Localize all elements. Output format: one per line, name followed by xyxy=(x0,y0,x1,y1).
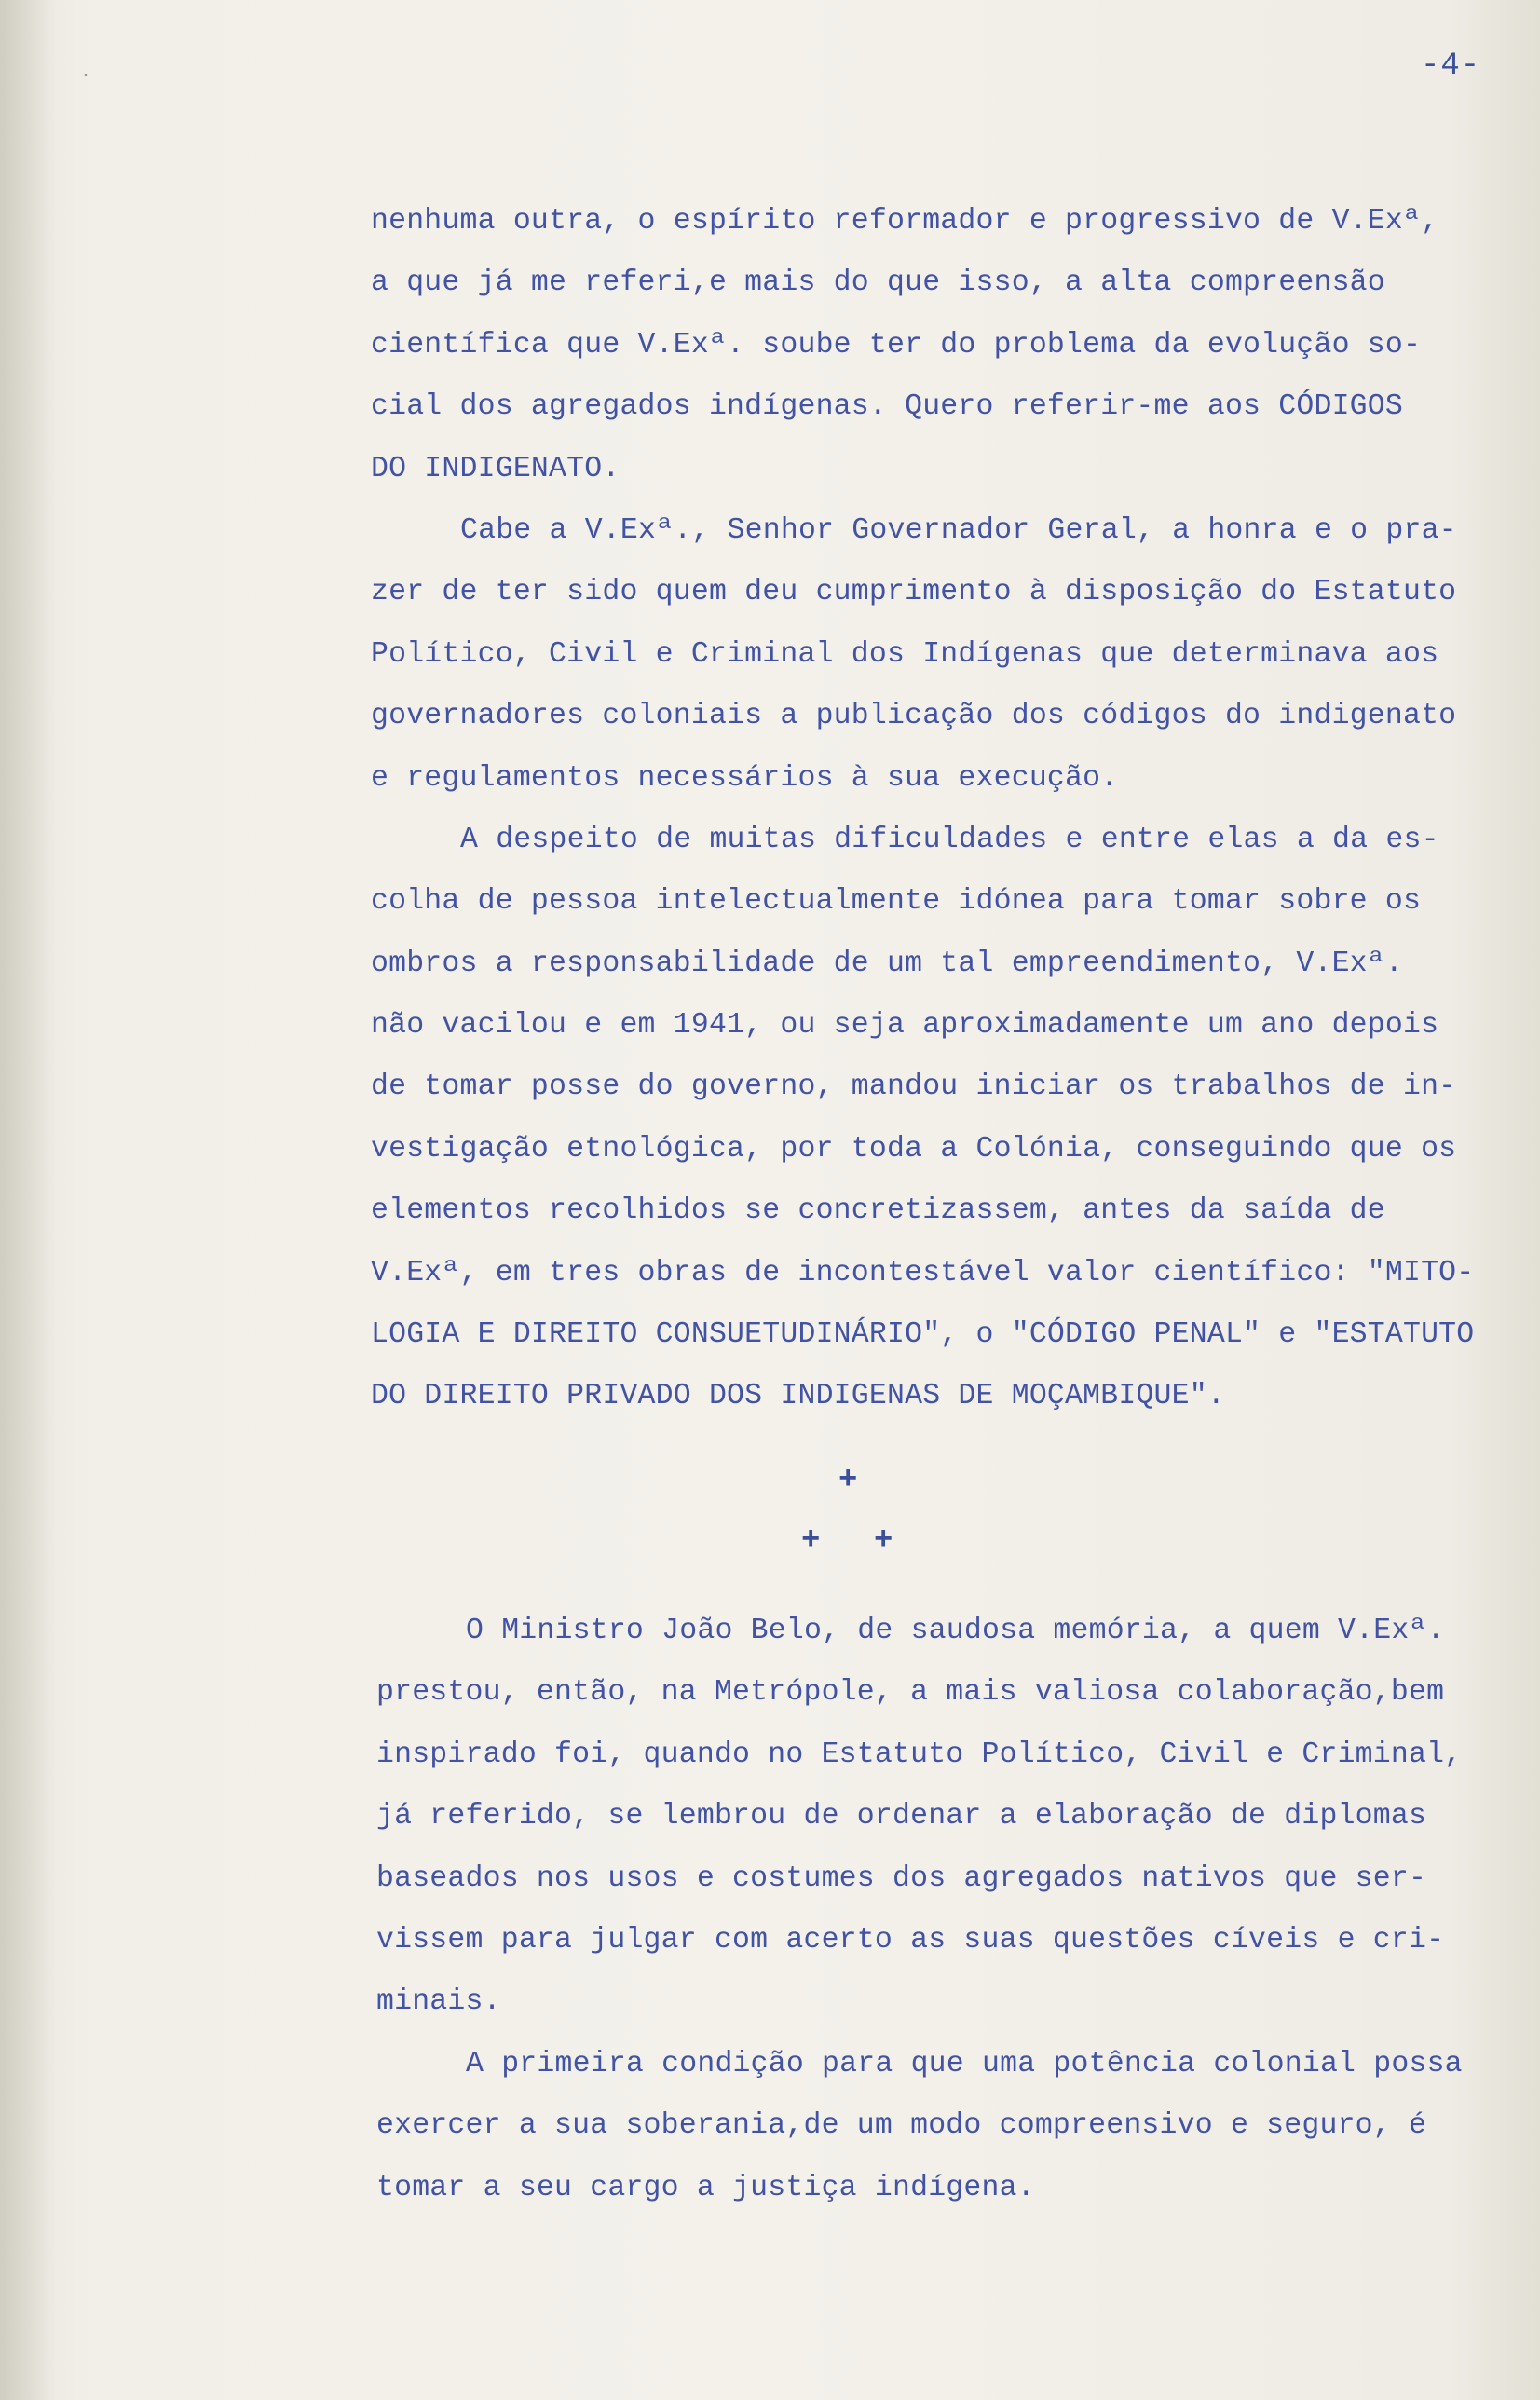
text-line: vestigação etnológica, por toda a Colónia, conseguindo que os xyxy=(371,1132,1457,1166)
text-line: O Ministro João Belo, de saudosa memória, a quem V.Exª. xyxy=(466,1615,1445,1647)
text-line: nenhuma outra, o espírito reformador e progressivo de V.Exª, xyxy=(371,205,1439,238)
paper-edge-shadow xyxy=(0,0,56,2400)
text-line: DO DIREITO PRIVADO DOS INDIGENAS DE MOÇAMBIQUE". xyxy=(371,1380,1225,1413)
text-line: inspirado foi, quando no Estatuto Político, Civil e Criminal, xyxy=(376,1738,1463,1771)
paper-mark: · xyxy=(80,65,92,87)
text-line: A despeito de muitas dificuldades e entre elas a da es- xyxy=(460,823,1439,856)
text-line: de tomar posse do governo, mandou iniciar os trabalhos de in- xyxy=(371,1070,1457,1104)
separator-cross-left: + xyxy=(801,1523,821,1559)
text-block-bottom xyxy=(376,1601,1532,2219)
text-line: LOGIA E DIREITO CONSUETUDINÁRIO", o "CÓDIGO PENAL" e "ESTATUTO xyxy=(371,1318,1475,1352)
text-line: prestou, então, na Metrópole, a mais valiosa colaboração,bem xyxy=(376,1676,1445,1710)
text-line: baseados nos usos e costumes dos agregados nativos que ser- xyxy=(376,1861,1427,1895)
text-line: não vacilou e em 1941, ou seja aproximadamente um ano depois xyxy=(371,1009,1439,1043)
separator-cross-right: + xyxy=(874,1523,893,1559)
text-line: científica que V.Exª. soube ter do problema da evolução so- xyxy=(371,328,1422,361)
text-line: governadores coloniais a publicação dos códigos do indigenato xyxy=(371,700,1457,733)
text-line: V.Exª, em tres obras de incontestável valor científico: "MITO- xyxy=(371,1256,1475,1289)
text-line: A primeira condição para que uma potência colonial possa xyxy=(466,2047,1463,2080)
text-block-top xyxy=(371,191,1526,1428)
text-line: elementos recolhidos se concretizassem, antes da saída de xyxy=(371,1194,1385,1228)
text-line: zer de ter sido quem deu cumprimento à disposição do Estatuto xyxy=(371,576,1457,609)
text-line: vissem para julgar com acerto as suas questões cíveis e cri- xyxy=(376,1923,1445,1957)
text-line: ombros a responsabilidade de um tal empreendimento, V.Exª. xyxy=(371,947,1403,980)
text-line: a que já me referi,e mais do que isso, a alta compreensão xyxy=(371,266,1385,300)
text-line: tomar a seu cargo a justiça indígena. xyxy=(376,2171,1035,2204)
text-line: DO INDIGENATO. xyxy=(371,452,620,485)
page-number: -4- xyxy=(1421,48,1481,84)
text-line: já referido, se lembrou de ordenar a elaboração de diplomas xyxy=(376,1800,1427,1834)
text-line: cial dos agregados indígenas. Quero referir-me aos CÓDIGOS xyxy=(371,390,1403,424)
text-line: Político, Civil e Criminal dos Indígenas que determinava aos xyxy=(371,637,1439,671)
separator-cross-top: + xyxy=(838,1463,858,1498)
text-line: exercer a sua soberania,de um modo compreensivo e seguro, é xyxy=(376,2109,1427,2143)
text-line: e regulamentos necessários à sua execução. xyxy=(371,761,1119,795)
text-line: colha de pessoa intelectualmente idónea para tomar sobre os xyxy=(371,885,1422,919)
text-line: minais. xyxy=(376,1985,501,2019)
text-line: Cabe a V.Exª., Senhor Governador Geral, a honra e o pra- xyxy=(460,513,1457,547)
